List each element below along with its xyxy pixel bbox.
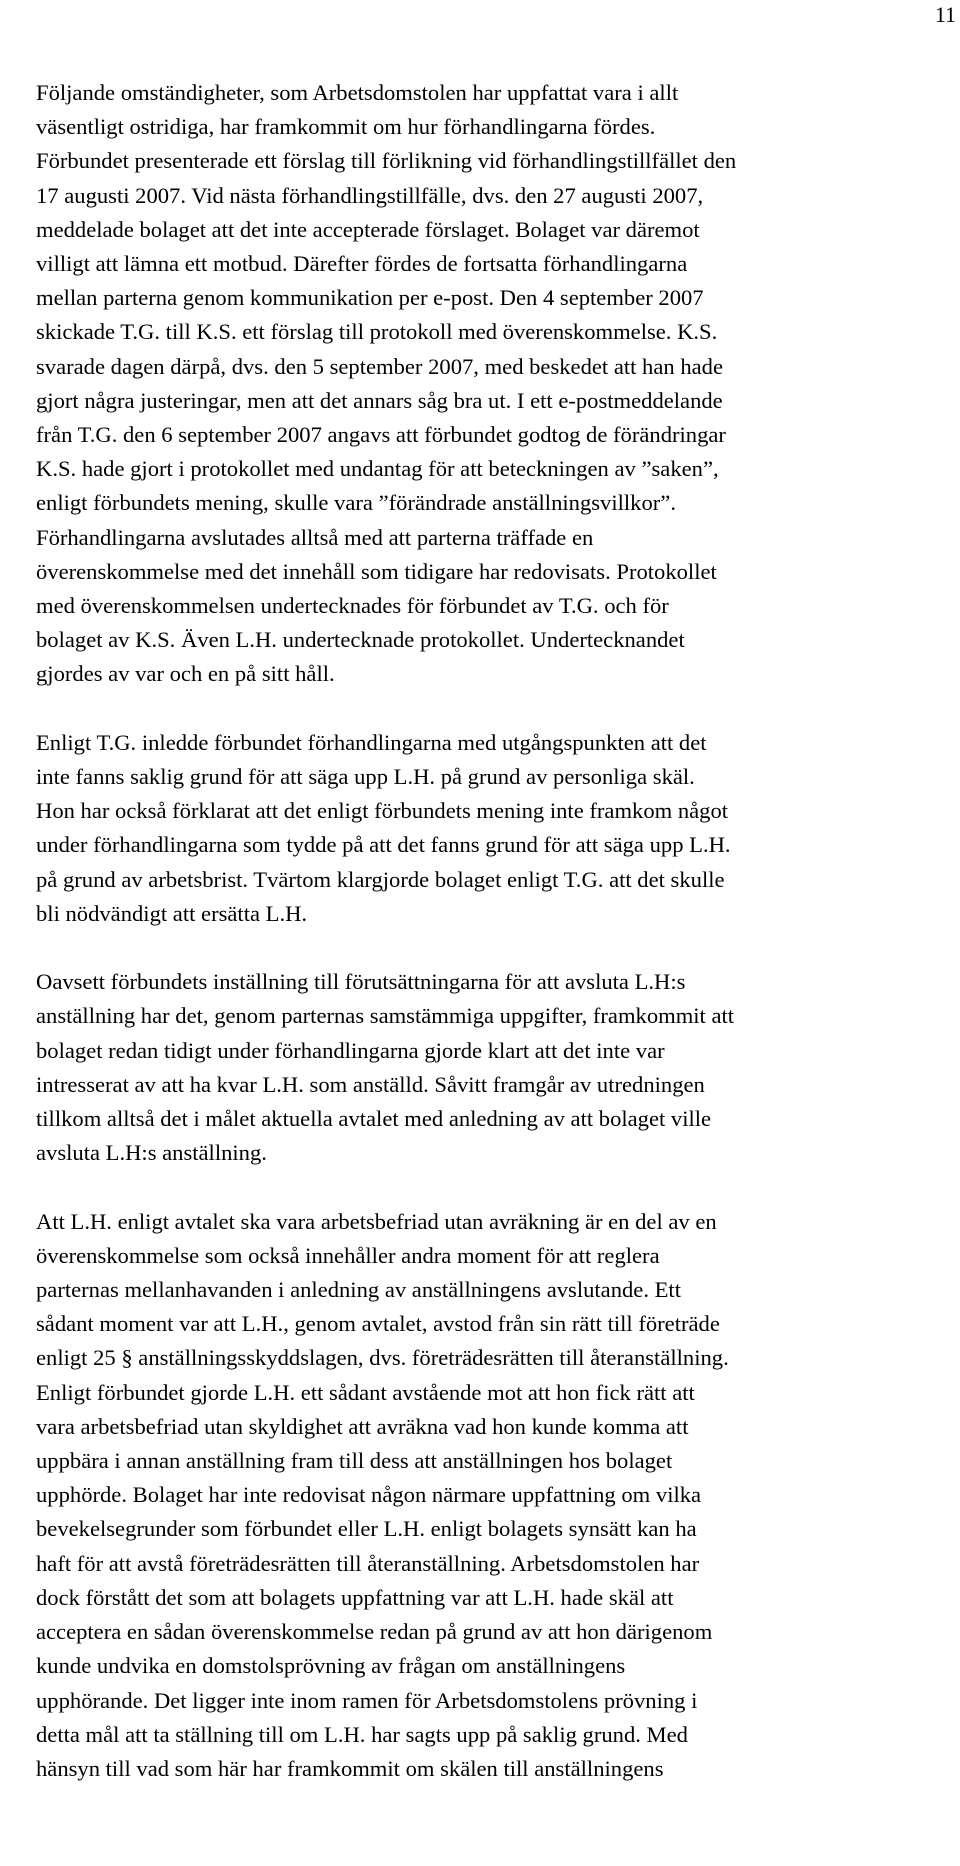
paragraph xyxy=(36,726,960,931)
text-line: detta mål att ta ställning till om L.H. har sagts upp på saklig grund. Med xyxy=(36,1721,688,1747)
text-line: bevekelsegrunder som förbundet eller L.H. enligt bolagets synsätt kan ha xyxy=(36,1516,697,1542)
text-line: bolaget av K.S. Även L.H. undertecknade protokollet. Undertecknandet xyxy=(36,627,685,653)
text-line: Enligt förbundet gjorde L.H. ett sådant avstående mot att hon fick rätt att xyxy=(36,1379,695,1405)
text-line: bolaget redan tidigt under förhandlingarna gjorde klart att det inte var xyxy=(36,1037,665,1063)
text-line: K.S. hade gjort i protokollet med undantag för att beteckningen av ”saken”, xyxy=(36,456,719,482)
text-line: med överenskommelsen undertecknades för förbundet av T.G. och för xyxy=(36,593,669,619)
text-line: överenskommelse som också innehåller andra moment för att reglera xyxy=(36,1242,660,1268)
text-line: meddelade bolaget att det inte accepterade förslaget. Bolaget var däremot xyxy=(36,216,700,242)
text-line: intresserat av att ha kvar L.H. som anställd. Såvitt framgår av utredningen xyxy=(36,1071,705,1097)
text-line: kunde undvika en domstolsprövning av frågan om anställningens xyxy=(36,1653,626,1679)
text-line: Förbundet presenterade ett förslag till förlikning vid förhandlingstillfället den xyxy=(36,148,737,174)
text-line: mellan parterna genom kommunikation per e-post. Den 4 september 2007 xyxy=(36,285,704,311)
text-line: gjort några justeringar, men att det annars såg bra ut. I ett e-postmeddelande xyxy=(36,387,723,413)
text-line: Förhandlingarna avslutades alltså med att parterna träffade en xyxy=(36,524,594,550)
text-line: Oavsett förbundets inställning till förutsättningarna för att avsluta L.H:s xyxy=(36,969,686,995)
text-line: bli nödvändigt att ersätta L.H. xyxy=(36,900,308,926)
text-line: skickade T.G. till K.S. ett förslag till protokoll med överenskommelse. K.S. xyxy=(36,319,718,345)
text-line: under förhandlingarna som tydde på att det fanns grund för att säga upp L.H. xyxy=(36,832,731,858)
text-line: gjordes av var och en på sitt håll. xyxy=(36,661,335,687)
paragraph xyxy=(36,1205,960,1786)
text-line: enligt 25 § anställningsskyddslagen, dvs. företrädesrätten till återanställning. xyxy=(36,1345,729,1371)
text-line: avsluta L.H:s anställning. xyxy=(36,1140,267,1166)
text-line: acceptera en sådan överenskommelse redan på grund av att hon därigenom xyxy=(36,1619,713,1645)
paragraph xyxy=(36,76,960,692)
page-number: 11 xyxy=(934,2,956,27)
text-line: haft för att avstå företrädesrätten till återanställning. Arbetsdomstolen har xyxy=(36,1550,700,1576)
text-line: parternas mellanhavanden i anledning av anställningens avslutande. Ett xyxy=(36,1277,681,1303)
text-line: dock förstått det som att bolagets uppfattning var att L.H. hade skäl att xyxy=(36,1584,674,1610)
paragraph xyxy=(36,965,960,1170)
text-line: Enligt T.G. inledde förbundet förhandlingarna med utgångspunkten att det xyxy=(36,729,707,755)
text-line: upphörande. Det ligger inte inom ramen för Arbetsdomstolens prövning i xyxy=(36,1687,698,1713)
text-line: Följande omständigheter, som Arbetsdomstolen har uppfattat vara i allt xyxy=(36,80,679,105)
text-line: hänsyn till vad som här har framkommit om skälen till anställningens xyxy=(36,1755,664,1781)
text-line: uppbära i annan anställning fram till dess att anställningen hos bolaget xyxy=(36,1448,673,1474)
text-line: inte fanns saklig grund för att säga upp L.H. på grund av personliga skäl. xyxy=(36,764,695,790)
text-line: svarade dagen därpå, dvs. den 5 september 2007, med beskedet att han hade xyxy=(36,353,723,379)
text-line: sådant moment var att L.H., genom avtalet, avstod från sin rätt till företräde xyxy=(36,1311,720,1337)
body-text xyxy=(36,76,960,1786)
text-line: vara arbetsbefriad utan skyldighet att avräkna vad hon kunde komma att xyxy=(36,1413,689,1439)
text-line: överenskommelse med det innehåll som tidigare har redovisats. Protokollet xyxy=(36,558,717,584)
text-line: 17 augusti 2007. Vid nästa förhandlingstillfälle, dvs. den 27 augusti 2007, xyxy=(36,182,704,208)
text-line: på grund av arbetsbrist. Tvärtom klargjorde bolaget enligt T.G. att det skulle xyxy=(36,866,725,892)
text-line: från T.G. den 6 september 2007 angavs att förbundet godtog de förändringar xyxy=(36,422,726,448)
text-line: Hon har också förklarat att det enligt förbundets mening inte framkom något xyxy=(36,798,729,824)
text-line: tillkom alltså det i målet aktuella avtalet med anledning av att bolaget ville xyxy=(36,1106,712,1132)
text-line: väsentligt ostridiga, har framkommit om hur förhandlingarna fördes. xyxy=(36,114,656,140)
text-line: villigt att lämna ett motbud. Därefter fördes de fortsatta förhandlingarna xyxy=(36,251,688,277)
text-line: anställning har det, genom parternas samstämmiga uppgifter, framkommit att xyxy=(36,1003,735,1029)
text-line: enligt förbundets mening, skulle vara ”förändrade anställningsvillkor”. xyxy=(36,490,676,516)
text-line: upphörde. Bolaget har inte redovisat någon närmare uppfattning om vilka xyxy=(36,1482,702,1508)
text-line: Att L.H. enligt avtalet ska vara arbetsbefriad utan avräkning är en del av en xyxy=(36,1208,717,1234)
